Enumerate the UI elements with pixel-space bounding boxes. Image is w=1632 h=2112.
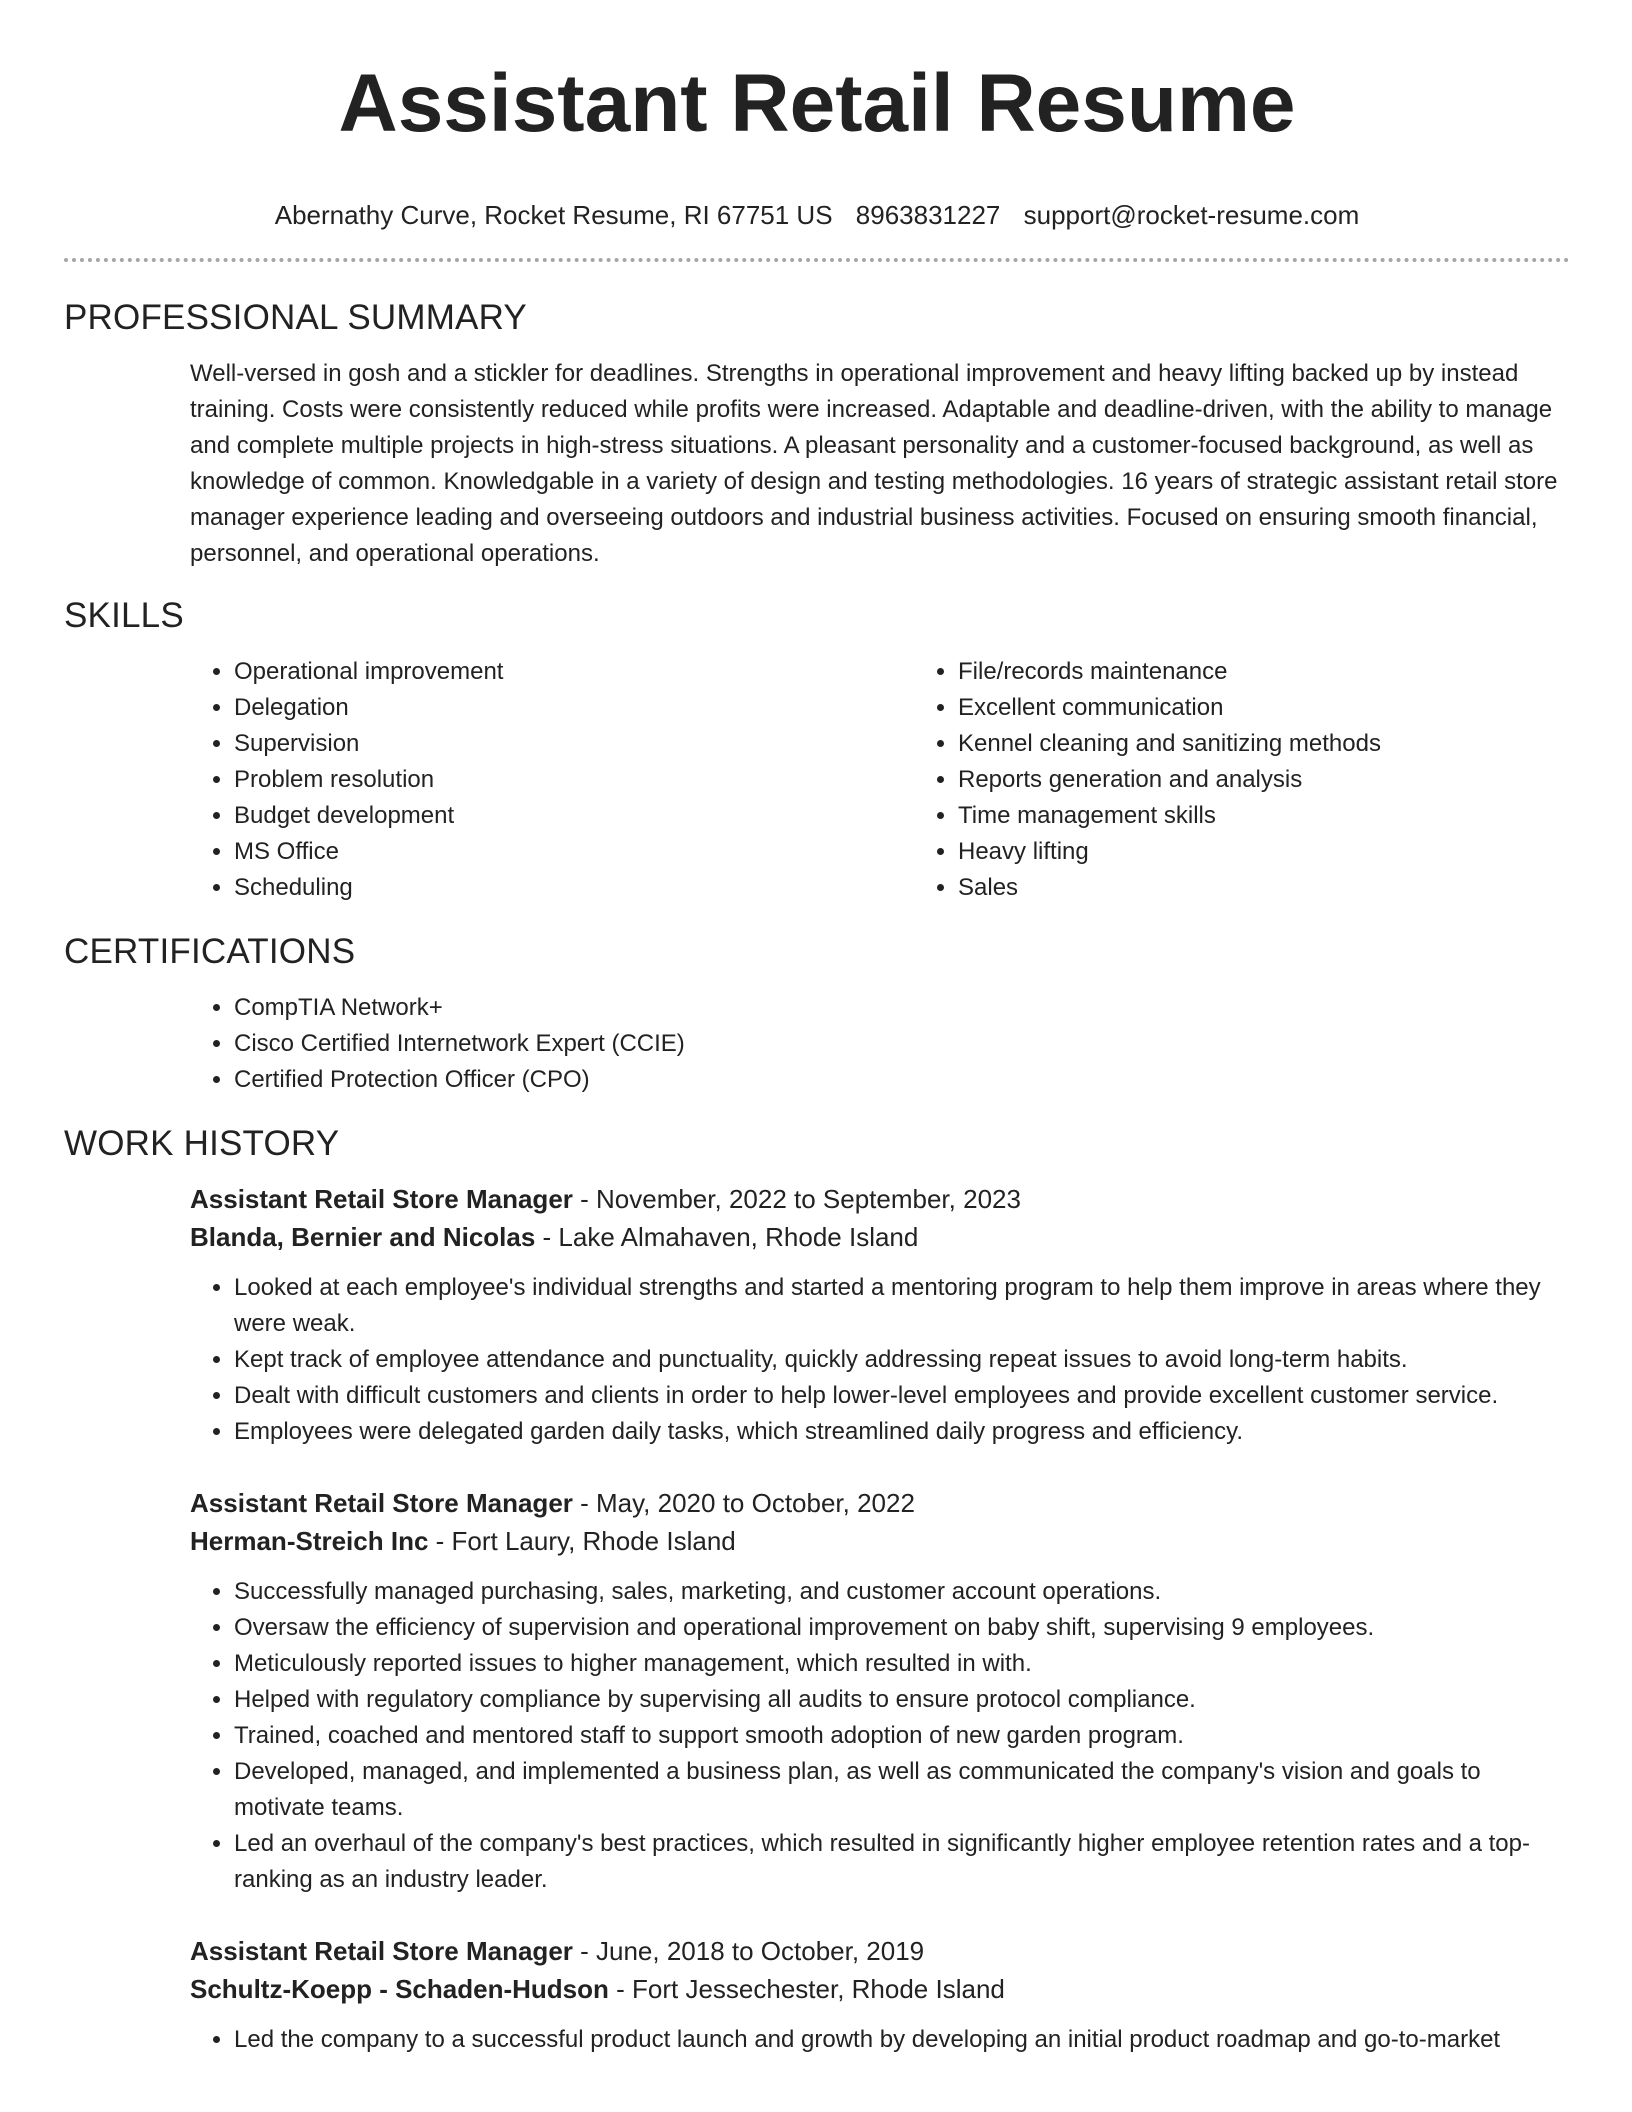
job-bullet: • Trained, coached and mentored staff to support smooth adoption of new garden program. [234, 1718, 1570, 1754]
job-title-line [190, 1180, 1570, 1218]
skill-item: • Operational improvement [234, 654, 914, 690]
job-dates: - May, 2020 to October, 2022 [572, 1488, 915, 1518]
job-bullet: • Oversaw the efficiency of supervision and operational improvement on baby shift, supervising 9 employees. [234, 1610, 1570, 1646]
work-history-heading: WORK HISTORY [64, 1124, 340, 1163]
job-company: Schultz-Koepp - Schaden-Hudson [190, 1974, 609, 2004]
skill-item: • Scheduling [234, 870, 914, 906]
job-bullet: • Looked at each employee's individual strengths and started a mentoring program to help them improve in areas where they were weak. [234, 1270, 1570, 1342]
skill-item: • Reports generation and analysis [958, 762, 1632, 798]
skills-list-right [914, 654, 1632, 906]
job-bullet: • Dealt with difficult customers and clients in order to help lower-level employees and provide excellent customer service. [234, 1378, 1570, 1414]
certifications-section [64, 930, 1570, 1098]
skill-item: • Kennel cleaning and sanitizing methods [958, 726, 1632, 762]
job-title: Assistant Retail Store Manager [190, 1936, 573, 1966]
certifications-heading: CERTIFICATIONS [64, 932, 356, 971]
job-bullet: • Successfully managed purchasing, sales, marketing, and customer account operations. [234, 1574, 1570, 1610]
skill-item: • Budget development [234, 798, 914, 834]
certification-item: • CompTIA Network+ [234, 990, 1570, 1026]
job-bullet: • Developed, managed, and implemented a business plan, as well as communicated the company's vision and goals to motivate teams. [234, 1754, 1570, 1826]
job-location: - Lake Almahaven, Rhode Island [535, 1222, 919, 1252]
skill-item: • Delegation [234, 690, 914, 726]
resume-title: Assistant Retail Resume [338, 58, 1296, 149]
job-location: - Fort Laury, Rhode Island [428, 1526, 736, 1556]
job-bullet: • Meticulously reported issues to higher management, which resulted in with. [234, 1646, 1570, 1682]
job-entry [190, 1484, 1570, 1898]
job-bullet: • Helped with regulatory compliance by supervising all audits to ensure protocol compliance. [234, 1682, 1570, 1718]
job-bullets [190, 1270, 1570, 1450]
job-bullet: • Employees were delegated garden daily tasks, which streamlined daily progress and efficiency. [234, 1414, 1570, 1450]
job-bullets [190, 1574, 1570, 1898]
header-divider [64, 258, 1570, 262]
job-bullet: • Kept track of employee attendance and punctuality, quickly addressing repeat issues to avoid long-term habits. [234, 1342, 1570, 1378]
job-bullet: • Led the company to a successful product launch and growth by developing an initial product roadmap and go-to-market [234, 2022, 1570, 2058]
job-company: Blanda, Bernier and Nicolas [190, 1222, 536, 1252]
contact-address: Abernathy Curve, Rocket Resume, RI 67751 US [274, 200, 833, 230]
job-entry [190, 1932, 1570, 2058]
contact-phone: 8963831227 [855, 200, 1001, 230]
job-bullet: • Led an overhaul of the company's best practices, which resulted in significantly higher employee retention rates and a top-ranking as an industry leader. [234, 1826, 1570, 1898]
skill-item: • MS Office [234, 834, 914, 870]
skill-item: • Problem resolution [234, 762, 914, 798]
summary-section [64, 296, 1570, 572]
contact-email: support@rocket-resume.com [1023, 200, 1360, 230]
job-entry [190, 1180, 1570, 1450]
skills-list-left [190, 654, 914, 906]
skills-section [64, 594, 1570, 906]
work-history-section [64, 1122, 1570, 2058]
job-company: Herman-Streich Inc [190, 1526, 429, 1556]
skills-heading: SKILLS [64, 596, 184, 635]
job-dates: - June, 2018 to October, 2019 [572, 1936, 925, 1966]
job-location: - Fort Jessechester, Rhode Island [608, 1974, 1005, 2004]
job-company-line [190, 1522, 1570, 1560]
summary-text: Well-versed in gosh and a stickler for deadlines. Strengths in operational improvement and heavy lifting backed up by instead training. Costs were consistently reduced while profits were increased. Adaptable and deadline-driven, with the ability to manage and complete multiple projects in high-stress situations. A pleasant personality and a customer-focused background, as well as knowledge of common. Knowledgable in a variety of design and testing methodologies. 16 years of strategic assistant retail store manager experience leading and overseeing outdoors and industrial business activities. Focused on ensuring smooth financial, personnel, and operational operations. [190, 360, 1558, 567]
job-company-line [190, 1970, 1570, 2008]
job-dates: - November, 2022 to September, 2023 [572, 1184, 1021, 1214]
skill-item: • File/records maintenance [958, 654, 1632, 690]
job-bullets [190, 2022, 1570, 2058]
skill-item: • Heavy lifting [958, 834, 1632, 870]
certification-item: • Cisco Certified Internetwork Expert (CCIE) [234, 1026, 1570, 1062]
job-company-line [190, 1218, 1570, 1256]
job-title-line [190, 1484, 1570, 1522]
contact-line [64, 198, 1570, 232]
summary-heading: PROFESSIONAL SUMMARY [64, 298, 527, 337]
skill-item: • Excellent communication [958, 690, 1632, 726]
certifications-list [190, 990, 1570, 1098]
skill-item: • Supervision [234, 726, 914, 762]
certification-item: • Certified Protection Officer (CPO) [234, 1062, 1570, 1098]
job-title-line [190, 1932, 1570, 1970]
job-title: Assistant Retail Store Manager [190, 1184, 573, 1214]
skill-item: • Sales [958, 870, 1632, 906]
skill-item: • Time management skills [958, 798, 1632, 834]
job-title: Assistant Retail Store Manager [190, 1488, 573, 1518]
